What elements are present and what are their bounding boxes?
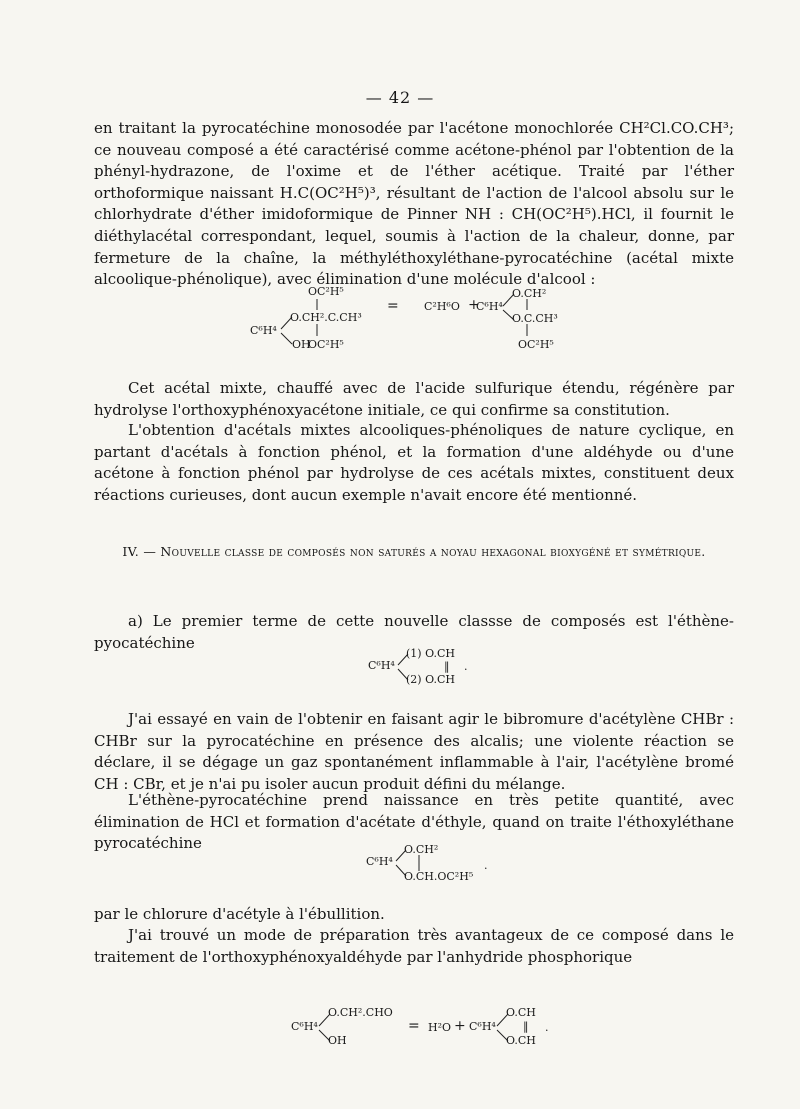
- formula2-lower: (2) O.CH: [406, 673, 455, 686]
- section-dash: —: [143, 544, 157, 559]
- page-number: — 42 —: [365, 88, 435, 107]
- formula2-ring: C⁶H⁴: [368, 659, 395, 672]
- paragraph-3: L'obtention d'acétals mixtes alcooliques-phénoliques de nature cyclique, en partant d'acétals à fonction phénol, et la formation d'une aldéhyde ou d'une acétone à fonction phénol par hydrolyse de ces acétals mixtes, constituent deux réactions curieuses, dont aucun exemple n'avait encore été mentionné.: [94, 421, 734, 504]
- formula1-left-lower: OH: [292, 338, 311, 351]
- paragraph-1: en traitant la pyrocatéchine monosodée par l'acétone monochlorée CH²Cl.CO.CH³; ce nouveau composé a été caractérisé comme acétone-phénol par l'obtention de la phényl-hydrazone, de l'oxime et de l'éther acétique. Traité par l'éther orthoformique naissant H.C(OC²H⁵)³, résultant de l'action de l'alcool absolu sur le chlorhydrate d'éther imidoformique de Pinner NH : CH(OC²H⁵).HCl, il fournit le diéthylacétal correspondant, lequel, soumis à l'action de la chaleur, donne, par fermeture de la chaîne, la méthyléthoxyléthane-pyrocatéchine (acétal mixte alcoolique-phénolique), avec élimination d'une molécule d'alcool :: [94, 119, 734, 289]
- paragraph-5: J'ai essayé en vain de l'obtenir en faisant agir le bibromure d'acétylène CHBr : CHBr sur la pyrocatéchine en présence des alcalis; une violente réaction se déclare, il se dégage un gaz spontanément inflammable à l'air, l'acétylène bromé CH : CBr, et je n'ai pu isoler aucun produit défini du mélange.: [94, 710, 734, 793]
- formula1-left-bottom: OC²H⁵: [308, 338, 344, 351]
- paragraph-7: par le chlorure d'acétyle à l'ébullition.: [94, 905, 385, 923]
- formula1-left-upper: O.CH².C.CH³: [290, 311, 362, 324]
- formula3-upper: O.CH²: [404, 843, 439, 856]
- formula-ethoxylethane-pyrocatechine: [366, 842, 506, 888]
- paragraph-4: a) Le premier terme de cette nouvelle classse de composés est l'éthène-pyocatéchine: [94, 612, 734, 652]
- section-heading: [94, 542, 734, 562]
- formula1-right-first: C²H⁶O: [424, 300, 460, 313]
- formula4-plus: +: [454, 1018, 466, 1034]
- formula1-plus: +: [468, 297, 480, 313]
- formula4-left-ring: C⁶H⁴: [291, 1020, 318, 1033]
- formula3-dot: .: [484, 859, 488, 872]
- formula2-dot: .: [464, 660, 468, 673]
- formula1-right-upper: O.CH²: [512, 287, 547, 300]
- section-numeral: IV.: [122, 544, 140, 559]
- formula-ethene-pyrocatechine: [368, 646, 508, 692]
- paragraph-2: Cet acétal mixte, chauffé avec de l'acide sulfurique étendu, régénère par hydrolyse l'orthoxyphénoxyacétone initiale, ce qui confirme sa constitution.: [94, 379, 734, 419]
- paragraph-8: J'ai trouvé un mode de préparation très avantageux de ce composé dans le traitement de l'orthoxyphénoxyaldéhyde par l'anhydride phosphorique: [94, 926, 734, 966]
- formula4-double-bond: ‖: [523, 1020, 529, 1033]
- formula-phosphoric-anhydride-reaction: [291, 1005, 591, 1055]
- formula4-dot: .: [545, 1021, 549, 1034]
- formula2-upper: (1) O.CH: [406, 647, 455, 660]
- formula1-right-bottom: OC²H⁵: [518, 338, 554, 351]
- formula4-equals: =: [408, 1018, 420, 1034]
- formula2-double-bond: ‖: [444, 660, 450, 673]
- formula1-left-top: OC²H⁵: [308, 285, 344, 298]
- formula4-left-lower: OH: [328, 1034, 347, 1047]
- formula1-equals: =: [387, 298, 399, 314]
- formula4-right-lower: O.CH: [506, 1034, 536, 1047]
- formula-acetal-reaction: [250, 286, 590, 356]
- formula4-right-upper: O.CH: [506, 1006, 536, 1019]
- formula1-right-lower: O.C.CH³: [512, 312, 558, 325]
- formula4-product1: H²O: [428, 1021, 452, 1034]
- formula4-left-upper: O.CH².CHO: [328, 1006, 393, 1019]
- formula1-right-ring: C⁶H⁴: [476, 300, 503, 313]
- formula4-right-ring: C⁶H⁴: [469, 1020, 496, 1033]
- formula1-left-ring: C⁶H⁴: [250, 324, 277, 337]
- formula3-ring: C⁶H⁴: [366, 855, 393, 868]
- formula3-lower: O.CH.OC²H⁵: [404, 870, 474, 883]
- paragraph-6: L'éthène-pyrocatéchine prend naissance en très petite quantité, avec élimination de HCl et formation d'acétate d'éthyle, quand on traite l'éthoxyléthane pyrocatéchine: [94, 791, 734, 853]
- section-title: Nouvelle classe de composés non saturés a noyau hexagonal bioxygéné et symétrique.: [160, 544, 706, 559]
